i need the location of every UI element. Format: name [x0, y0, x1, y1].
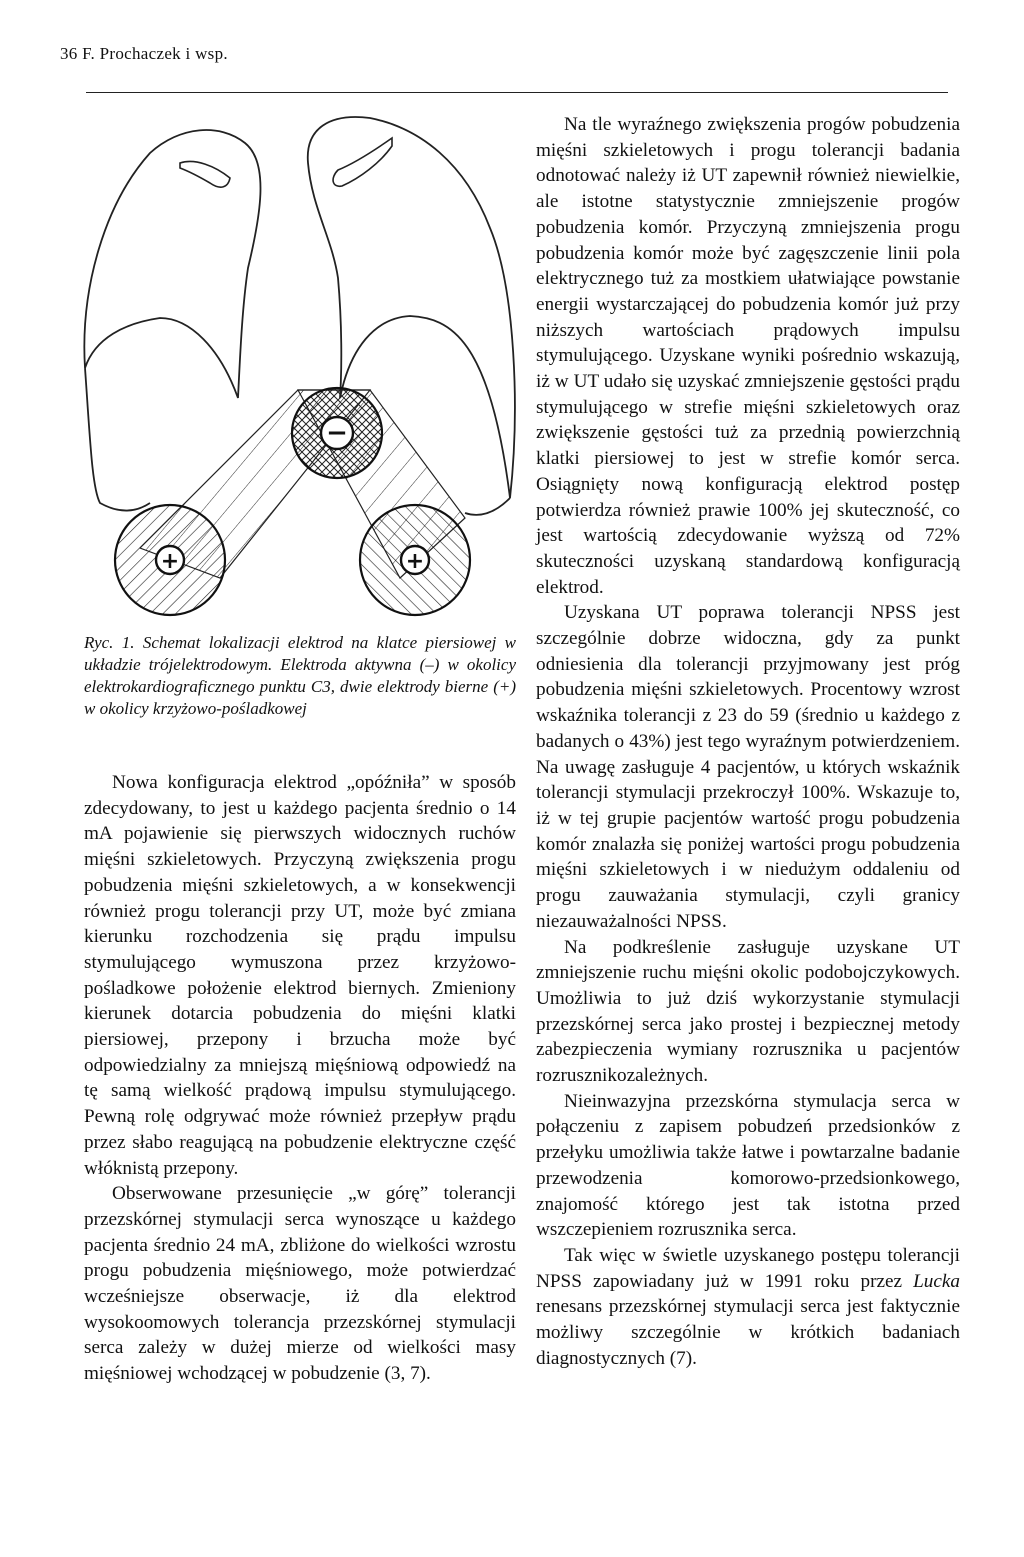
author-name-lucka: Lucka	[913, 1270, 960, 1292]
right-paragraph-5	[536, 1243, 960, 1372]
paragraph-5-text-before: Tak więc w świetle uzyskanego postępu tolerancji NPSS zapowiadany już w 1991 roku przez	[536, 1244, 960, 1292]
right-clavicle	[333, 138, 392, 186]
running-head: 36 F. Prochaczek i wsp.	[60, 44, 228, 63]
left-column	[84, 770, 516, 1387]
torso-lower-outline-right	[465, 498, 510, 515]
electrode-diagram	[70, 108, 530, 628]
left-lung-outline	[84, 130, 260, 398]
header-rule	[86, 92, 948, 93]
figure-electrode-diagram	[70, 108, 530, 628]
right-paragraph-1: Na tle wyraźnego zwiększenia progów pobudzenia mięśni szkieletowych i progu tolerancji badania odnotować należy iż UT zapewnił również niewielkie, ale istotne statystycznie zmniejszenie progów pobudzenia komór. Przyczyną zmniejszenia progu pobudzenia komór może być zagęszczenie linii pola elektrycznego tuż za mostkiem ułatwiające powstanie energii wystarczającej do pobudzenia komór już przy niższych wartościach prądowych impulsu stymulującego. Uzyskane wyniki pośrednio wskazują, iż w UT udało się uzyskać zmniejszenie gęstości prądu stymulującego w strefie mięśni szkieletowych oraz zwiększenie gęstości tuż za przednią powierzchnią klatki piersiowej to jest w strefie komór serca. Osiągnięty nową konfiguracją elektrod postęp potwierdza również prawie 100% jej skuteczność, co jest wartością zdecydowanie wyższą od 72% skuteczności uzyskaną standardową konfiguracją elektrod.	[536, 114, 960, 598]
right-paragraph-3: Na podkreślenie zasługuje uzyskane UT zmniejszenie ruchu mięśni okolic podobojczykowych. Umożliwia to już dziś wykorzystanie stymulacji przezskórnej serca jako prostej i bezpiecznej metody zabezpieczenia wymiany rozrusznika u pacjentów rozrusznikozależnych.	[536, 936, 960, 1087]
plus-sign-left: +	[160, 549, 180, 574]
minus-sign: −	[326, 418, 348, 448]
right-column	[536, 112, 960, 1371]
figure-caption: Ryc. 1. Schemat lokalizacji elektrod na klatce piersiowej w układzie trójelektrodowym. Elektroda aktywna (–) w okolicy elektrokardiograficznego punktu C3, dwie elektrody bierne (+) w okolicy krzyżowo-pośladkowej	[84, 633, 516, 718]
right-paragraph-4: Nieinwazyjna przezskórna stymulacja serca w połączeniu z zapisem pobudzeń przedsionków z przełyku umożliwia także łatwe i powtarzalne badanie przewodzenia komorowo-przedsionkowego, znajomość którego jest tak istotna przed wszczepieniem rozrusznika serca.	[536, 1090, 960, 1241]
right-paragraph-2: Uzyskana UT poprawa tolerancji NPSS jest szczególnie dobrze widoczna, gdy za punkt odniesienia dla tolerancji przyjmowany jest próg pobudzenia mięśni szkieletowych. Procentowy wzrost wskaźnika tolerancji z 23 do 59 (średnio u każdego z badanych o 43%) jest tego wyraźnym potwierdzeniem. Na uwagę zasługuje 4 pacjentów, u których wskaźnik tolerancji stymulacji przekroczył 100%. Wskazuje to, iż w tej grupie pacjentów wartość progu pobudzenia komór znalazła się poniżej wartości progu pobudzenia mięśni szkieletowych i w niedużym oddaleniu od progu zauważania stymulacji, czyli granicy niezauważalności NPSS.	[536, 602, 960, 932]
left-paragraph-2: Obserwowane przesunięcie „w górę” tolerancji przezskórnej stymulacji serca wynoszące u każdego pacjenta średnio 24 mA, zbliżone do wielkości wzrostu progu pobudzenia mięśniowego, może potwierdzać wcześniejsze obserwacje, iż dla elektrod wysokoomowych tolerancja przezskórnej stymulacji serca zależy w dużej mierze od wielkości masy mięśniowej wchodzącej w pobudzenie (3, 7).	[84, 1183, 516, 1385]
torso-lower-outline	[85, 368, 150, 511]
paragraph-5-text-after: renesans przezskórnej stymulacji serca jest faktycznie możliwy szczególnie w krótkich badaniach diagnostycznych (7).	[536, 1296, 960, 1369]
left-paragraph-1: Nowa konfiguracja elektrod „opóźniła” w sposób zdecydowany, to jest u każdego pacjenta średnio o 14 mA pojawienie się pierwszych widocznych ruchów mięśni szkieletowych. Przyczyną zwiększenia progu pobudzenia mięśni szkieletowych, a w konsekwencji również progu tolerancji przy UT, może być zmiana kierunku rozchodzenia się prądu impulsu stymulującego wymuszona przez krzyżowo-pośladkowe położenie elektrod biernych. Zmieniony kierunek dotarcia pobudzenia do mięśni klatki piersiowej, przepony i brzucha może być odpowiedzialny za mniejszą mięśniową odpowiedź na tę samą wielkość prądową impulsu stymulującego. Pewną rolę odgrywać może również przepływ prądu przez słabo reagującą na pobudzenie elektryczne część włóknistą przepony.	[84, 772, 516, 1179]
left-clavicle	[180, 161, 230, 187]
plus-sign-right: +	[405, 549, 425, 574]
